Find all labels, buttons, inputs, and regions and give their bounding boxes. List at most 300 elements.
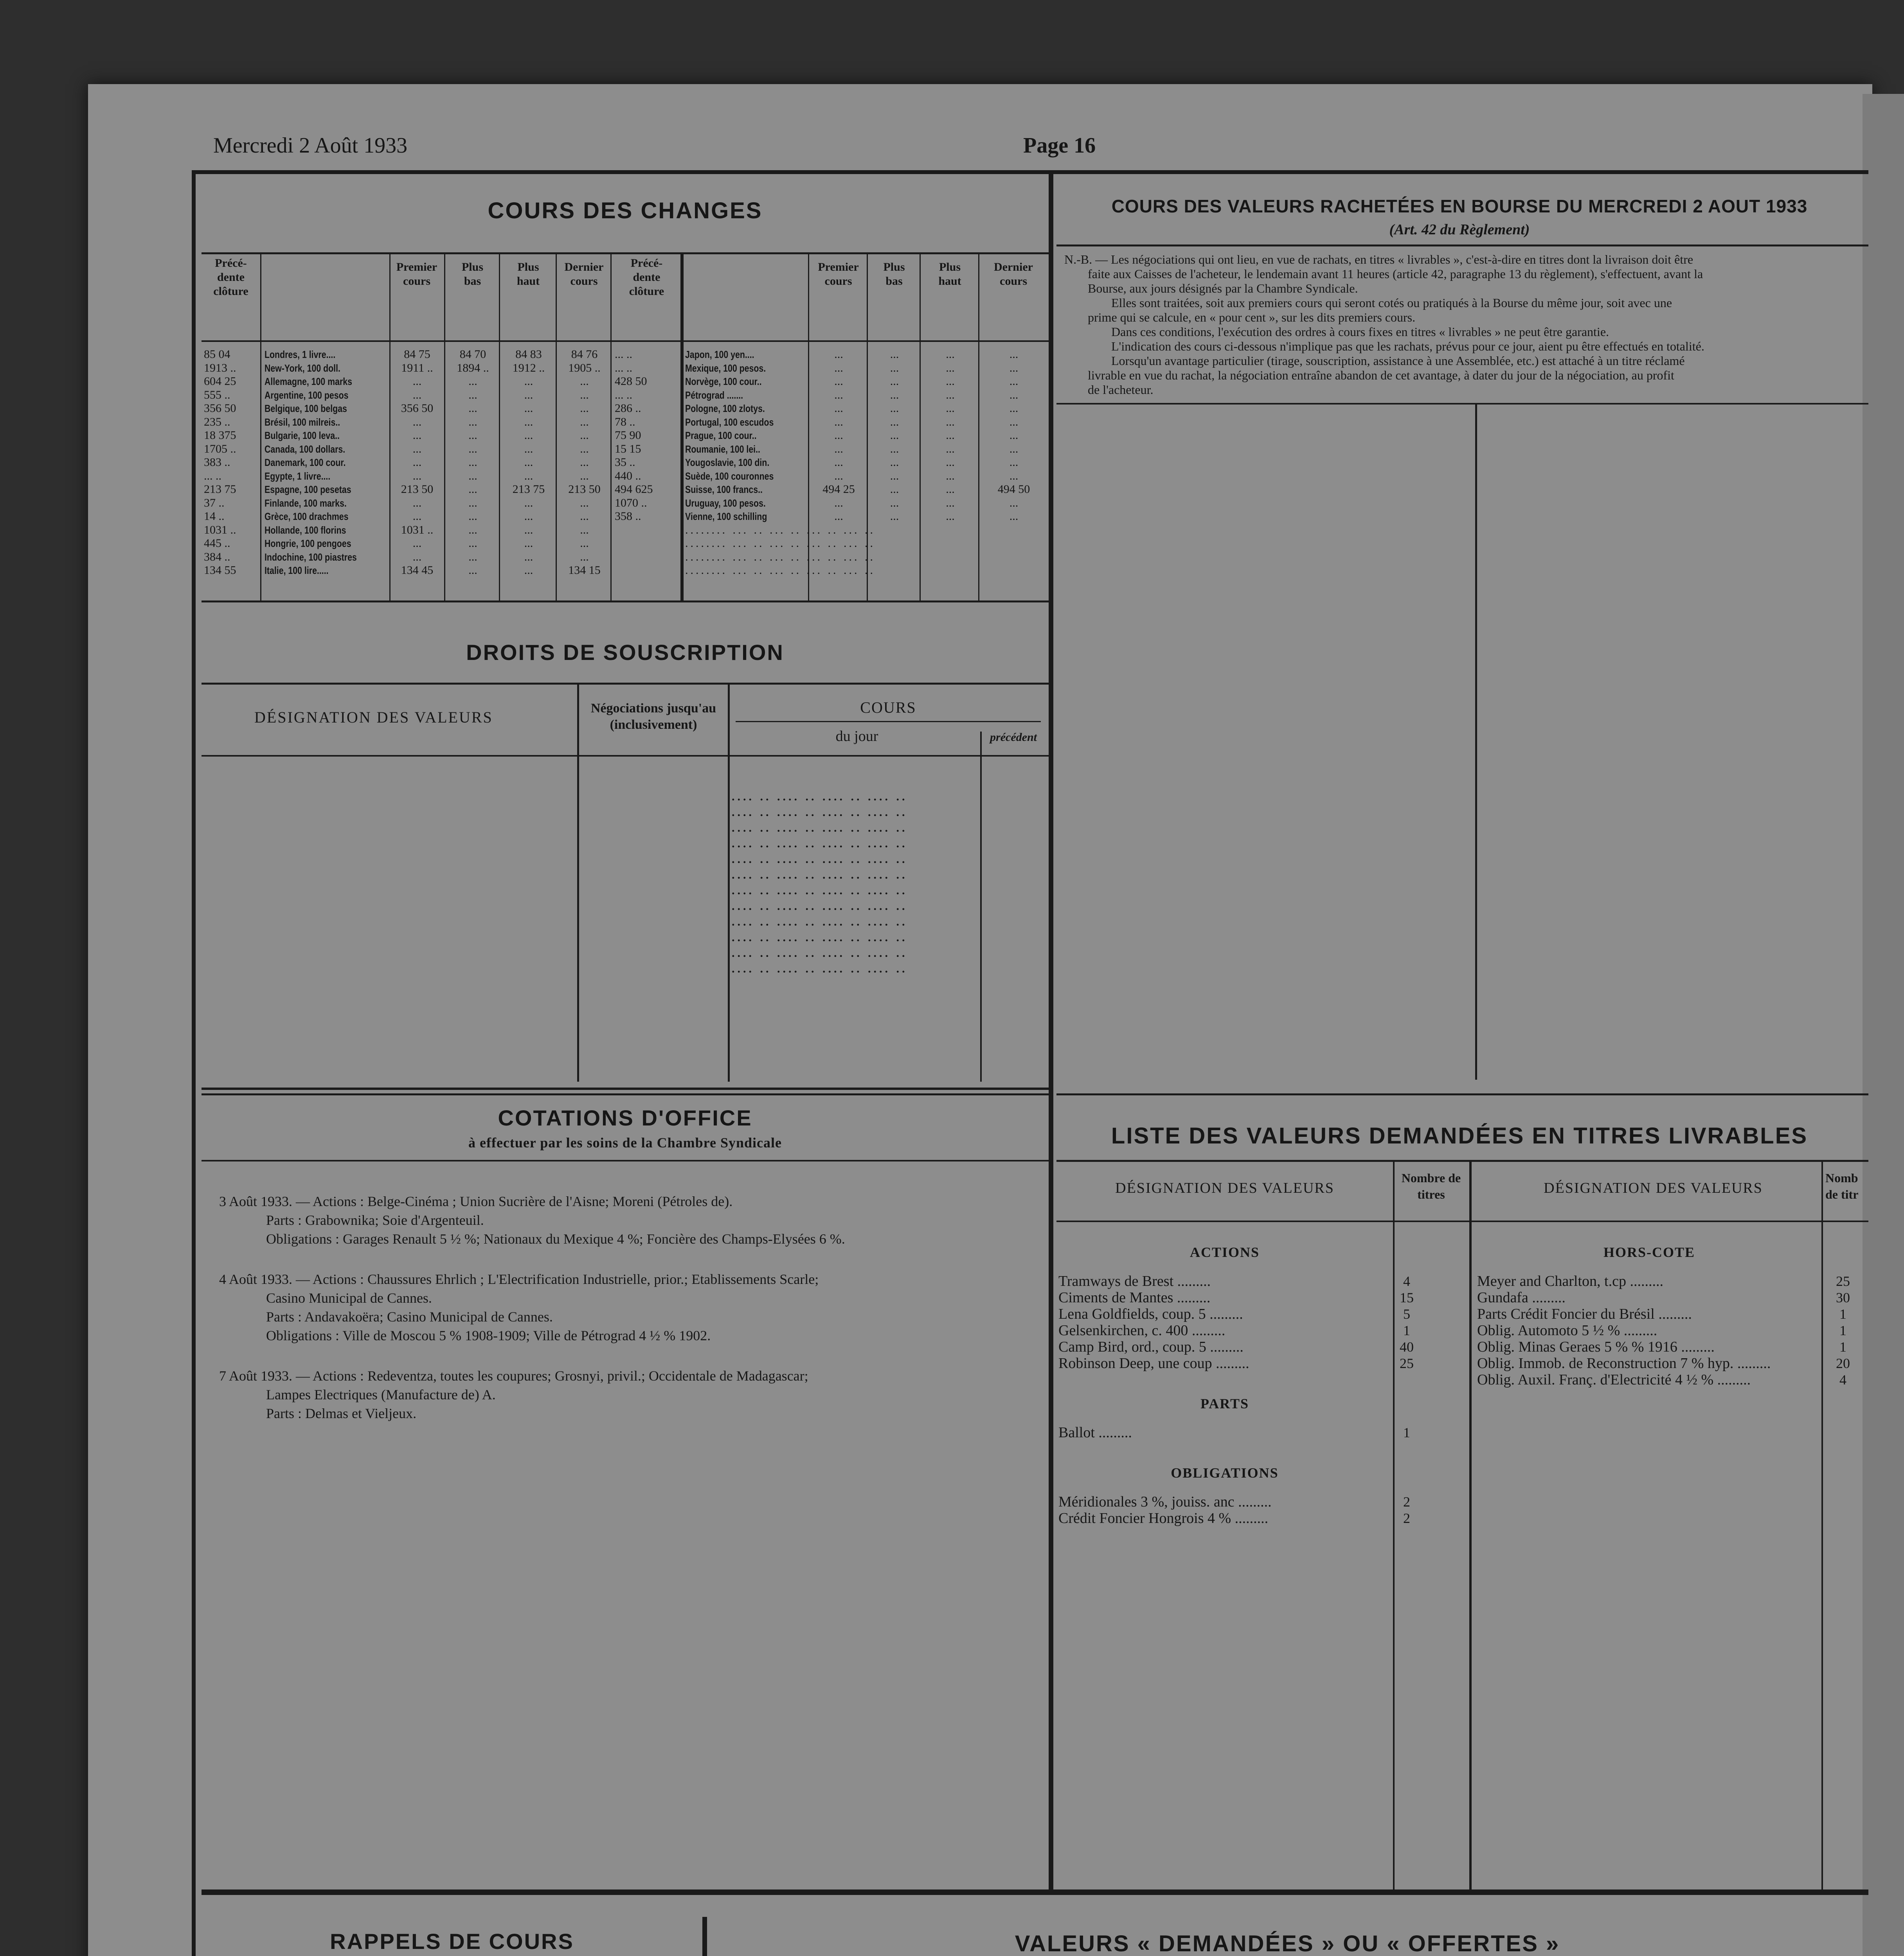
changes-left-row-cell: ...: [468, 429, 477, 442]
livrables-right-row-name: Oblig. Automoto 5 ½ % .........: [1477, 1322, 1657, 1339]
office-para-line: Casino Municipal de Cannes.: [266, 1290, 432, 1306]
changes-right-row-cell: ...: [1009, 375, 1019, 388]
sousc-empty-row: .... .. .... .. .... .. .... ..: [732, 868, 908, 881]
changes-left-row-cell: Italie, 100 lire.....: [265, 565, 329, 576]
changes-right-row-cell: 494 625: [615, 483, 653, 496]
changes-right-empty-row: ........ ... .. ... .. ... .. ... ..: [685, 523, 875, 536]
changes-col-header: Premier cours: [818, 261, 859, 288]
changes-left-row-cell: Argentine, 100 pesos: [265, 389, 349, 401]
changes-left-row-cell: ...: [468, 402, 477, 415]
livrables-left-row-name: Crédit Foncier Hongrois 4 % .........: [1058, 1510, 1269, 1526]
changes-left-row-cell: ...: [412, 388, 422, 401]
frame-mid-lower: [702, 1917, 707, 1956]
changes-left-row-cell: ...: [524, 537, 533, 550]
changes-left-row-cell: Danemark, 100 cour.: [265, 457, 346, 468]
changes-left-row-cell: ...: [524, 375, 533, 388]
changes-left-row-cell: ...: [412, 429, 422, 442]
livrables-col-designation-left: DÉSIGNATION DES VALEURS: [1115, 1180, 1334, 1196]
sousc-col-cours: COURS: [860, 699, 916, 716]
changes-right-row-cell: 75 90: [615, 429, 641, 442]
changes-left-row-cell: ...: [580, 429, 589, 442]
changes-right-row-cell: ...: [834, 456, 843, 469]
livrables-left-row-name: Tramways de Brest .........: [1058, 1273, 1211, 1289]
changes-left-row-cell: 84 83: [515, 348, 542, 361]
changes-left-row-cell: ... ..: [204, 469, 221, 482]
changes-right-row-cell: ...: [946, 388, 955, 401]
changes-right-row-cell: ...: [890, 469, 899, 482]
changes-col-header: Plus bas: [883, 261, 905, 288]
changes-left-row-cell: Brésil, 100 milreis..: [265, 416, 340, 428]
office-para-line: 7 Août 1933. — Actions : Redeventza, toutes les coupures; Grosnyi, privil.; Occidentale de Madagascar;: [219, 1368, 808, 1384]
livrables-v1: [1393, 1160, 1395, 1889]
sousc-head-rule: [202, 755, 1049, 757]
changes-left-row-cell: 37 ..: [204, 496, 225, 509]
livrables-left-row-name: Ciments de Mantes .........: [1058, 1289, 1211, 1306]
rachetees-note-line: Dans ces conditions, l'exécution des ordres à cours fixes en titres « livrables » ne peut être garantie.: [1111, 325, 1609, 339]
changes-left-row-cell: ...: [412, 469, 422, 482]
changes-left-row-cell: ...: [524, 456, 533, 469]
changes-left-row-cell: ...: [468, 388, 477, 401]
changes-left-row-cell: 134 55: [204, 564, 236, 577]
office-para-line: Obligations : Garages Renault 5 ½ %; Nationaux du Mexique 4 %; Foncière des Champs-Elysées 6 %.: [266, 1231, 845, 1247]
changes-left-row-cell: ...: [580, 510, 589, 523]
changes-col-header: Dernier cours: [994, 261, 1033, 288]
livrables-right-row-name: Oblig. Auxil. Franç. d'Electricité 4 ½ % .........: [1477, 1372, 1751, 1388]
livrables-left-row-count: 2: [1403, 1494, 1410, 1510]
changes-left-row-cell: ...: [580, 456, 589, 469]
rule-changes-bottom: [202, 1088, 1049, 1090]
changes-left-row-cell: Egypte, 1 livre....: [265, 470, 331, 482]
changes-right-row-cell: ...: [834, 469, 843, 482]
changes-right-row-cell: Portugal, 100 escudos: [685, 416, 774, 428]
changes-vrule: [389, 252, 391, 600]
sousc-empty-row: .... .. .... .. .... .. .... ..: [732, 962, 908, 975]
livrables-right-row-name: Meyer and Charlton, t.cp .........: [1477, 1273, 1663, 1289]
changes-right-row-cell: Roumanie, 100 lei..: [685, 443, 760, 455]
changes-right-row-cell: ...: [946, 402, 955, 415]
sousc-empty-row: .... .. .... .. .... .. .... ..: [732, 947, 908, 960]
changes-right-row-cell: ...: [946, 429, 955, 442]
changes-left-row-cell: 85 04: [204, 348, 230, 361]
livrables-left-row-count: 25: [1400, 1356, 1414, 1371]
rachetees-note-line: prime qui se calcule, en « pour cent », sur les dits premiers cours.: [1088, 310, 1416, 324]
changes-right-row-cell: 428 50: [615, 375, 647, 388]
changes-left-row-cell: ...: [524, 510, 533, 523]
changes-left-row-cell: ...: [524, 523, 533, 536]
livrables-left-row-name: Gelsenkirchen, c. 400 .........: [1058, 1322, 1226, 1339]
sousc-empty-row: .... .. .... .. .... .. .... ..: [732, 884, 908, 897]
changes-left-row-cell: ...: [412, 442, 422, 455]
changes-left-row-cell: Indochine, 100 piastres: [265, 551, 357, 563]
livrables-col-nombre-right: Nomb de titr: [1825, 1171, 1859, 1201]
changes-left-row-cell: 356 50: [401, 402, 434, 415]
changes-right-row-cell: ...: [890, 375, 899, 388]
rule-mid: [202, 1889, 1868, 1895]
livrables-right-row-count: 1: [1839, 1323, 1846, 1338]
changes-col-header: Plus haut: [516, 261, 540, 288]
changes-vrule: [556, 252, 557, 600]
changes-right-row-cell: ...: [1009, 496, 1019, 509]
sousc-empty-row: .... .. .... .. .... .. .... ..: [732, 900, 908, 913]
changes-right-row-cell: ...: [834, 429, 843, 442]
livrables-left-row-count: 4: [1403, 1273, 1410, 1289]
changes-left-row-cell: ...: [524, 469, 533, 482]
livrables-right-row-name: Oblig. Minas Geraes 5 % % 1916 .........: [1477, 1339, 1715, 1355]
office-para-line: 3 Août 1933. — Actions : Belge-Cinéma ; Union Sucrière de l'Aisne; Moreni (Pétroles de).: [219, 1194, 733, 1209]
changes-left-row-cell: ...: [412, 537, 422, 550]
changes-right-row-cell: 494 50: [997, 483, 1030, 496]
sousc-empty-rows: [732, 790, 1045, 978]
changes-left-row-cell: 18 375: [204, 429, 236, 442]
changes-right-row-cell: ...: [946, 442, 955, 455]
changes-left-row-cell: ...: [468, 564, 477, 577]
livrables-title: LISTE DES VALEURS DEMANDÉES EN TITRES LIVRABLES: [1111, 1123, 1808, 1149]
sousc-empty-row: .... .. .... .. .... .. .... ..: [732, 853, 908, 866]
changes-right-row-cell: Mexique, 100 pesos.: [685, 362, 766, 374]
changes-col-header: Dernier cours: [564, 261, 604, 288]
changes-left-row-cell: 84 76: [571, 348, 598, 361]
changes-left-row-cell: ...: [524, 550, 533, 563]
changes-left-row-cell: ...: [524, 415, 533, 428]
changes-left-row-cell: 445 ..: [204, 537, 230, 550]
livrables-right-row-count: 25: [1836, 1273, 1850, 1289]
rachetees-note-line: Bourse, aux jours désignés par la Chambre Syndicale.: [1088, 281, 1358, 295]
changes-rule-bottom: [202, 600, 1049, 602]
office-para-line: Parts : Grabownika; Soie d'Argenteuil.: [266, 1212, 484, 1228]
changes-left-row-cell: ...: [580, 550, 589, 563]
changes-right-row-cell: ...: [1009, 348, 1019, 361]
changes-right-row-cell: Uruguay, 100 pesos.: [685, 497, 766, 509]
changes-left-row-cell: ...: [468, 523, 477, 536]
changes-left-row-cell: Belgique, 100 belgas: [265, 403, 347, 414]
changes-right-row-cell: ...: [834, 388, 843, 401]
changes-right-row-cell: ...: [890, 456, 899, 469]
livrables-right-row-name: Oblig. Immob. de Reconstruction 7 % hyp. .........: [1477, 1355, 1771, 1372]
page-number: Page 16: [1023, 133, 1096, 158]
changes-right-row-cell: ...: [946, 361, 955, 374]
changes-right-row-cell: ...: [890, 402, 899, 415]
changes-right-row-cell: 1070 ..: [615, 496, 647, 509]
sousc-empty-row: .... .. .... .. .... .. .... ..: [732, 915, 908, 928]
changes-rule-head: [202, 340, 1049, 342]
rachetees-note-line: de l'acheteur.: [1088, 383, 1154, 397]
office-sub-rule: [202, 1160, 1049, 1161]
changes-left-row-cell: ...: [468, 496, 477, 509]
changes-left-row-cell: ...: [468, 537, 477, 550]
changes-left-row-cell: Finlande, 100 marks.: [265, 497, 347, 509]
page-date: Mercredi 2 Août 1933: [213, 133, 408, 158]
changes-left-row-cell: 1705 ..: [204, 442, 236, 455]
office-para-line: Obligations : Ville de Moscou 5 % 1908-1909; Ville de Pétrograd 4 ½ % 1902.: [266, 1328, 711, 1343]
livrables-head-top: [1056, 1160, 1868, 1162]
changes-left-row-cell: ...: [468, 510, 477, 523]
changes-left-row-cell: ...: [580, 388, 589, 401]
changes-left-row-cell: ...: [580, 442, 589, 455]
changes-left-row-cell: 604 25: [204, 375, 236, 388]
changes-right-row-cell: ...: [946, 510, 955, 523]
offertes-title: VALEURS « DEMANDÉES » OU « OFFERTES »: [1015, 1931, 1560, 1956]
rule-sousc-top: [202, 683, 1049, 685]
changes-left-row-cell: ...: [580, 537, 589, 550]
changes-right-row-cell: ...: [946, 469, 955, 482]
livrables-left-row-name: Méridionales 3 %, jouiss. anc .........: [1058, 1494, 1272, 1510]
changes-right-row-cell: Pétrograd .......: [685, 389, 743, 401]
changes-right-row-cell: ...: [1009, 361, 1019, 374]
sousc-empty-row: .... .. .... .. .... .. .... ..: [732, 806, 908, 819]
changes-left-row-cell: 213 75: [204, 483, 236, 496]
rachetees-note-line: livrable en vue du rachat, la négociation entraîne abandon de cet avantage, à dater du jour de la négociation, au profit: [1088, 368, 1674, 382]
changes-left-row-cell: Grèce, 100 drachmes: [265, 511, 349, 522]
livrables-right-row-count: 20: [1836, 1356, 1850, 1371]
changes-right-row-cell: ...: [890, 483, 899, 496]
office-para-line: 4 Août 1933. — Actions : Chaussures Ehrlich ; L'Electrification Industrielle, prior.; Etablissements Scarle;: [219, 1271, 819, 1287]
sousc-col-designation: DÉSIGNATION DES VALEURS: [254, 708, 493, 726]
livrables-left-row-count: 5: [1403, 1306, 1410, 1322]
changes-table: [202, 252, 1049, 604]
changes-left-row-cell: 356 50: [204, 402, 236, 415]
changes-right-row-cell: Japon, 100 yen....: [685, 349, 754, 360]
changes-left-row-cell: 84 75: [404, 348, 430, 361]
changes-left-row-cell: ...: [412, 415, 422, 428]
changes-left-row-cell: ...: [412, 496, 422, 509]
changes-rule-top: [202, 252, 1049, 254]
livrables-col-nombre-left: Nombre de titres: [1401, 1171, 1461, 1201]
office-subtitle: à effectuer par les soins de la Chambre Syndicale: [468, 1135, 782, 1151]
livrables-right-row-count: 1: [1839, 1339, 1846, 1355]
changes-right-row-cell: ... ..: [615, 348, 632, 361]
office-para-line: Parts : Delmas et Vieljeux.: [266, 1406, 417, 1421]
changes-right-empty-row: ........ ... .. ... .. ... .. ... ..: [685, 550, 875, 563]
changes-left-row-cell: ...: [580, 496, 589, 509]
changes-left-row-cell: ...: [412, 456, 422, 469]
changes-right-row-cell: ...: [834, 442, 843, 455]
changes-left-row-cell: ...: [524, 388, 533, 401]
changes-left-row-cell: ...: [580, 402, 589, 415]
changes-right-row-cell: 35 ..: [615, 456, 635, 469]
changes-col-header: Premier cours: [396, 261, 437, 288]
changes-right-row-cell: ...: [834, 415, 843, 428]
changes-right-row-cell: Vienne, 100 schilling: [685, 511, 767, 522]
changes-right-row-cell: ... ..: [615, 361, 632, 374]
changes-vrule: [499, 252, 500, 600]
livrables-v2: [1469, 1160, 1472, 1889]
changes-right-row-cell: Yougoslavie, 100 din.: [685, 457, 770, 468]
frame-mid-upper: [1049, 170, 1053, 1891]
changes-left-row-cell: ...: [468, 442, 477, 455]
sousc-empty-row: .... .. .... .. .... .. .... ..: [732, 790, 908, 803]
changes-right-row-cell: ...: [1009, 388, 1019, 401]
changes-left-row-cell: New-York, 100 doll.: [265, 362, 340, 374]
livrables-left-row-name: Lena Goldfields, coup. 5 .........: [1058, 1306, 1243, 1322]
changes-right-row-cell: Suède, 100 couronnes: [685, 470, 774, 482]
changes-right-row-cell: Prague, 100 cour..: [685, 430, 757, 441]
rachetees-note-line: faite aux Caisses de l'acheteur, le lendemain avant 11 heures (article 42, paragraphe 13 du règlement), s'effectuent, avant la: [1088, 267, 1703, 281]
livrables-left-row-name: Camp Bird, ord., coup. 5 .........: [1058, 1339, 1244, 1355]
rachetees-note-line: Elles sont traitées, soit aux premiers cours qui seront cotés ou pratiqués à la Bourse du même jour, soit avec une: [1111, 296, 1672, 310]
sousc-empty-row: .... .. .... .. .... .. .... ..: [732, 822, 908, 834]
changes-left-row-cell: 383 ..: [204, 456, 230, 469]
changes-right-row-cell: ...: [946, 456, 955, 469]
changes-vrule-center: [680, 252, 684, 600]
livrables-right-row-count: 30: [1836, 1290, 1850, 1305]
changes-left-row-cell: 84 70: [459, 348, 486, 361]
changes-vrule: [610, 252, 612, 600]
rachetees-note-line: Lorsqu'un avantage particulier (tirage, souscription, assistance à une Assemblée, etc.) est attaché à un titre réclamé: [1111, 354, 1685, 368]
changes-left-row-cell: ...: [468, 415, 477, 428]
livrables-left-row-count: 1: [1403, 1425, 1410, 1440]
sousc-v2: [728, 683, 730, 1082]
changes-left-row-cell: 213 50: [568, 483, 601, 496]
sousc-empty-row: .... .. .... .. .... .. .... ..: [732, 931, 908, 944]
livrables-right-section-label: HORS-COTE: [1603, 1244, 1695, 1260]
office-para-line: Lampes Electriques (Manufacture de) A.: [266, 1387, 496, 1402]
livrables-left-section-label: OBLIGATIONS: [1171, 1465, 1279, 1481]
office-title: COTATIONS D'OFFICE: [498, 1106, 752, 1130]
frame-left: [192, 170, 196, 1956]
changes-right-row-cell: ...: [1009, 415, 1019, 428]
sousc-col-du-jour: du jour: [835, 728, 878, 744]
changes-right-row-cell: ...: [834, 348, 843, 361]
livrables-right-row-count: 1: [1839, 1306, 1846, 1322]
changes-right-row-cell: Norvège, 100 cour..: [685, 376, 762, 387]
changes-left-row-cell: ...: [524, 564, 533, 577]
livrables-v3: [1821, 1160, 1823, 1889]
livrables-right-row-name: Gundafa .........: [1477, 1289, 1566, 1306]
changes-right-row-cell: ...: [890, 415, 899, 428]
changes-right-row-cell: ...: [1009, 402, 1019, 415]
changes-right-row-cell: 440 ..: [615, 469, 641, 482]
livrables-left-row-name: Robinson Deep, une coup .........: [1058, 1355, 1249, 1372]
changes-left-row-cell: ...: [580, 375, 589, 388]
livrables-right-row-count: 4: [1839, 1372, 1846, 1388]
changes-left-row-cell: Hollande, 100 florins: [265, 524, 346, 536]
changes-left-row-cell: 1031 ..: [401, 523, 434, 536]
changes-right-row-cell: Pologne, 100 zlotys.: [685, 403, 765, 414]
sousc-v1: [577, 683, 579, 1082]
livrables-head-bottom: [1056, 1221, 1868, 1222]
changes-left-row-cell: Bulgarie, 100 leva..: [265, 430, 340, 441]
changes-right-row-cell: ...: [946, 375, 955, 388]
rachetees-subtitle: (Art. 42 du Règlement): [1389, 221, 1530, 238]
changes-right-row-cell: ...: [890, 442, 899, 455]
changes-right-row-cell: ...: [834, 496, 843, 509]
rachetees-title: COURS DES VALEURS RACHETÉES EN BOURSE DU MERCREDI 2 AOUT 1933: [1111, 196, 1808, 216]
changes-left-row-cell: Londres, 1 livre....: [265, 349, 336, 360]
changes-left-row-cell: 1913 ..: [204, 361, 236, 374]
livrables-left-row-count: 15: [1400, 1290, 1414, 1305]
changes-left-row-cell: Hongrie, 100 pengoes: [265, 538, 351, 549]
changes-left-row-cell: ...: [468, 456, 477, 469]
changes-left-row-cell: 14 ..: [204, 510, 225, 523]
changes-left-row-cell: 235 ..: [204, 415, 230, 428]
rachetees-v: [1475, 403, 1477, 1080]
changes-vrule: [444, 252, 445, 600]
changes-right-row-cell: 286 ..: [615, 402, 641, 415]
changes-left-row-cell: ...: [524, 496, 533, 509]
changes-right-row-cell: ...: [890, 348, 899, 361]
changes-left-row-cell: ...: [524, 429, 533, 442]
livrables-right-row-name: Parts Crédit Foncier du Brésil .........: [1477, 1306, 1692, 1322]
changes-right-row-cell: ...: [1009, 510, 1019, 523]
livrables-left-section-label: PARTS: [1200, 1396, 1249, 1411]
changes-right-row-cell: ...: [1009, 456, 1019, 469]
sousc-empty-row: .... .. .... .. .... .. .... ..: [732, 837, 908, 850]
livrables-top-rule: [1056, 1093, 1868, 1095]
changes-left-row-cell: ...: [580, 523, 589, 536]
livrables-left-row-count: 1: [1403, 1323, 1410, 1338]
changes-right-row-cell: ...: [890, 510, 899, 523]
changes-left-row-cell: 1894 ..: [457, 361, 489, 374]
changes-left-row-cell: ...: [524, 402, 533, 415]
changes-right-row-cell: ...: [890, 496, 899, 509]
changes-left-row-cell: ...: [468, 375, 477, 388]
changes-left-row-cell: 1911 ..: [401, 361, 433, 374]
changes-right-row-cell: ...: [1009, 442, 1019, 455]
office-para-line: Parts : Andavakoëra; Casino Municipal de Cannes.: [266, 1309, 553, 1325]
changes-col-header: Précé- dente clôture: [629, 257, 664, 298]
changes-left-row-cell: 1912 ..: [512, 361, 545, 374]
changes-left-row-cell: ...: [412, 510, 422, 523]
sousc-col-precedent: précédent: [990, 731, 1037, 744]
changes-right-empty-row: ........ ... .. ... .. ... .. ... ..: [685, 537, 875, 550]
changes-left-row-cell: 134 15: [568, 564, 601, 577]
changes-right-row-cell: ...: [834, 375, 843, 388]
changes-title: COURS DES CHANGES: [488, 198, 763, 223]
souscription-title: DROITS DE SOUSCRIPTION: [466, 640, 784, 665]
frame-top: [192, 170, 1868, 174]
changes-left-row-cell: ...: [412, 550, 422, 563]
changes-right-row-cell: ...: [834, 402, 843, 415]
changes-right-row-cell: ...: [946, 483, 955, 496]
livrables-left-row-count: 2: [1403, 1510, 1410, 1526]
changes-left-row-cell: 213 75: [512, 483, 545, 496]
rappels-title: RAPPELS DE COURS: [330, 1929, 574, 1954]
changes-col-header: Plus haut: [938, 261, 961, 288]
changes-left-row-cell: 1031 ..: [204, 523, 236, 536]
changes-right-row-cell: ...: [1009, 469, 1019, 482]
changes-left-row-cell: Espagne, 100 pesetas: [265, 484, 351, 495]
changes-left-row-cell: 1905 ..: [568, 361, 601, 374]
rachetees-note-rule: [1056, 403, 1868, 405]
changes-right-row-cell: 15 15: [615, 442, 641, 455]
rachetees-rule: [1056, 244, 1868, 246]
changes-right-row-cell: ...: [890, 361, 899, 374]
changes-right-row-cell: 494 25: [822, 483, 855, 496]
livrables-col-designation-right: DÉSIGNATION DES VALEURS: [1544, 1180, 1763, 1196]
livrables-left-row-count: 40: [1400, 1339, 1414, 1355]
changes-left-row-cell: 213 50: [401, 483, 434, 496]
changes-right-row-cell: 358 ..: [615, 510, 641, 523]
livrables-left-section-label: ACTIONS: [1190, 1244, 1260, 1260]
changes-col-header: Précé- dente clôture: [213, 257, 248, 298]
changes-col-header: Plus bas: [461, 261, 484, 288]
sousc-col-negociations: Négociations jusqu'au (inclusivement): [590, 701, 716, 732]
rachetees-note-line: N.-B. — Les négociations qui ont lieu, en vue de rachats, en titres « livrables », c'est-à-dire en titres dont la livraison doit être: [1064, 252, 1693, 266]
office-top-rule: [202, 1093, 1049, 1095]
changes-right-row-cell: ...: [946, 415, 955, 428]
changes-left-row-cell: ...: [412, 375, 422, 388]
changes-right-row-cell: ...: [890, 388, 899, 401]
changes-left-row-cell: ...: [468, 469, 477, 482]
changes-left-row-cell: Canada, 100 dollars.: [265, 443, 346, 455]
changes-right-empty-row: ........ ... .. ... .. ... .. ... ..: [685, 564, 875, 577]
changes-left-row-cell: 134 45: [401, 564, 434, 577]
changes-right-row-cell: ...: [946, 348, 955, 361]
changes-right-row-cell: ...: [834, 510, 843, 523]
changes-left-row-cell: Allemagne, 100 marks: [265, 376, 352, 387]
changes-right-row-cell: ...: [834, 361, 843, 374]
changes-right-row-cell: ...: [1009, 429, 1019, 442]
